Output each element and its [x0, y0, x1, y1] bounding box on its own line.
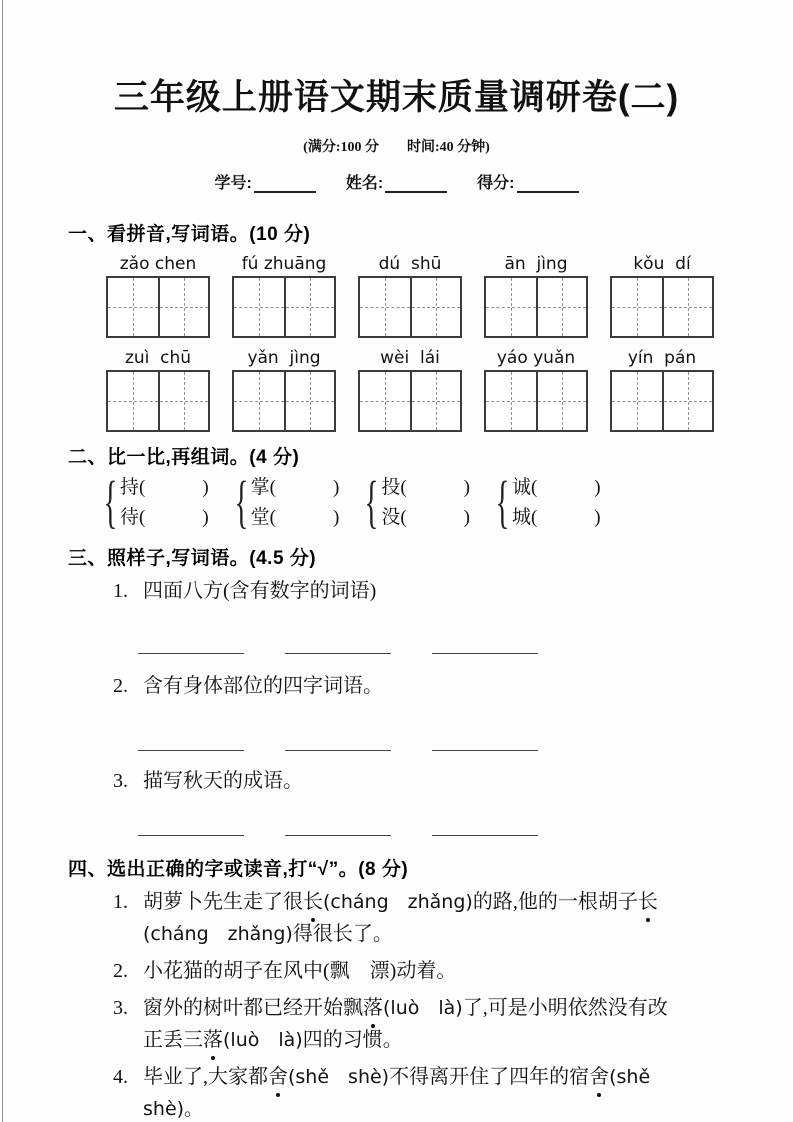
word-group	[484, 252, 588, 338]
word-group	[358, 252, 462, 338]
pinyin-label: ān jìng	[504, 254, 568, 274]
brace-glyph: {	[103, 469, 118, 534]
pair-top: 持( )	[120, 476, 209, 498]
word-pair	[490, 469, 601, 534]
pinyin-label: kǒu dí	[633, 254, 691, 274]
answer-blank	[138, 822, 244, 836]
pinyin-label: dú shū	[378, 254, 442, 274]
scan-edge-line	[2, 0, 3, 1122]
item-number: 3.	[113, 770, 128, 792]
writing-grid	[106, 276, 210, 338]
pinyin-label: wèi lái	[380, 348, 440, 368]
answer-blank	[138, 737, 244, 751]
student-id-blank	[254, 178, 316, 193]
pinyin-label: yín pán	[627, 348, 697, 368]
word-group	[610, 252, 714, 338]
pinyin-label: yáo yuǎn	[496, 348, 576, 368]
pair-bottom: 没( )	[381, 506, 470, 528]
word-pair	[359, 469, 470, 534]
student-name-blank	[385, 178, 447, 193]
item-number: 2.	[113, 960, 128, 982]
pair-top: 掌( )	[250, 476, 340, 498]
student-id-field	[214, 170, 315, 193]
student-info-line	[68, 170, 725, 193]
choice-item	[113, 992, 725, 1056]
pair-top: 投( )	[381, 476, 470, 498]
brace-glyph: {	[234, 469, 249, 534]
writing-grid	[358, 370, 462, 432]
exercise-item	[113, 578, 725, 604]
student-id-label: 学号:	[214, 175, 252, 192]
pinyin-row-2	[106, 346, 725, 432]
pair-bottom: 城( )	[511, 506, 601, 528]
answer-blanks-row	[138, 737, 725, 753]
answer-blanks-row	[138, 640, 725, 656]
item-number: 2.	[113, 675, 128, 697]
choice-item	[113, 886, 725, 950]
pair-bottom: 待( )	[120, 506, 209, 528]
score-field	[477, 170, 578, 193]
item-text: 胡萝卜先生走了很长(cháng zhǎng)的路,他的一根胡子长 (cháng zhǎng)得很长了。	[143, 886, 725, 950]
word-group	[232, 252, 336, 338]
item-text: 含有身体部位的四字词语。	[143, 675, 383, 697]
answer-blanks-row	[138, 822, 725, 838]
writing-grid	[106, 370, 210, 432]
pinyin-label: zuì chū	[124, 348, 192, 368]
answer-blank	[432, 640, 538, 654]
word-pair	[229, 469, 340, 534]
page-title: 三年级上册语文期末质量调研卷(二)	[113, 78, 680, 117]
writing-grid	[232, 276, 336, 338]
pinyin-label: fú zhuāng	[241, 254, 327, 274]
pinyin-row-1	[106, 252, 725, 338]
exercise-item	[113, 768, 725, 794]
brace-glyph: {	[364, 469, 379, 534]
pair-bottom: 堂( )	[250, 506, 340, 528]
word-pairs-row	[98, 469, 725, 534]
section2-heading: 二、比一比,再组词。(4 分)	[68, 447, 300, 468]
writing-grid	[610, 276, 714, 338]
score-label: 得分:	[477, 175, 515, 192]
item-text: 四面八方(含有数字的词语)	[143, 580, 377, 602]
section3-heading: 三、照样子,写词语。(4.5 分)	[68, 548, 317, 569]
word-group	[484, 346, 588, 432]
pair-top: 诚( )	[511, 476, 601, 498]
pinyin-label: zǎo chen	[119, 254, 197, 274]
brace-glyph: {	[495, 469, 510, 534]
answer-blank	[285, 822, 391, 836]
student-name-field	[346, 170, 447, 193]
section1-heading: 一、看拼音,写词语。(10 分)	[68, 224, 311, 245]
item-text: 描写秋天的成语。	[143, 770, 303, 792]
choice-item	[113, 955, 725, 987]
score-blank	[517, 178, 579, 193]
word-pair	[98, 469, 209, 534]
item-text: 毕业了,大家都舍(shě shè)不得离开住了四年的宿舍(shě shè)。	[143, 1061, 725, 1122]
answer-blank	[285, 737, 391, 751]
section4-heading: 四、选出正确的字或读音,打“√”。(8 分)	[68, 859, 409, 880]
answer-blank	[138, 640, 244, 654]
student-name-label: 姓名:	[345, 175, 384, 192]
item-text: 小花猫的胡子在风中(飘 漂)动着。	[143, 960, 457, 982]
choice-item	[113, 1061, 725, 1122]
item-number: 4.	[113, 1066, 128, 1088]
writing-grid	[610, 370, 714, 432]
writing-grid	[358, 276, 462, 338]
item-text: 窗外的树叶都已经开始飘落(luò là)了,可是小明依然没有改 正丢三落(luò là)四的习惯。	[143, 992, 725, 1056]
word-group	[358, 346, 462, 432]
item-number: 1.	[113, 580, 128, 602]
word-group	[106, 346, 210, 432]
word-group	[106, 252, 210, 338]
writing-grid	[484, 276, 588, 338]
answer-blank	[432, 737, 538, 751]
pinyin-label: yǎn jìng	[247, 348, 321, 368]
writing-grid	[484, 370, 588, 432]
item-number: 3.	[113, 997, 128, 1019]
item-number: 1.	[113, 891, 128, 913]
writing-grid	[232, 370, 336, 432]
word-group	[610, 346, 714, 432]
word-group	[232, 346, 336, 432]
exam-meta: (满分:100 分 时间:40 分钟)	[303, 140, 490, 155]
answer-blank	[432, 822, 538, 836]
answer-blank	[285, 640, 391, 654]
exercise-item	[113, 673, 725, 699]
